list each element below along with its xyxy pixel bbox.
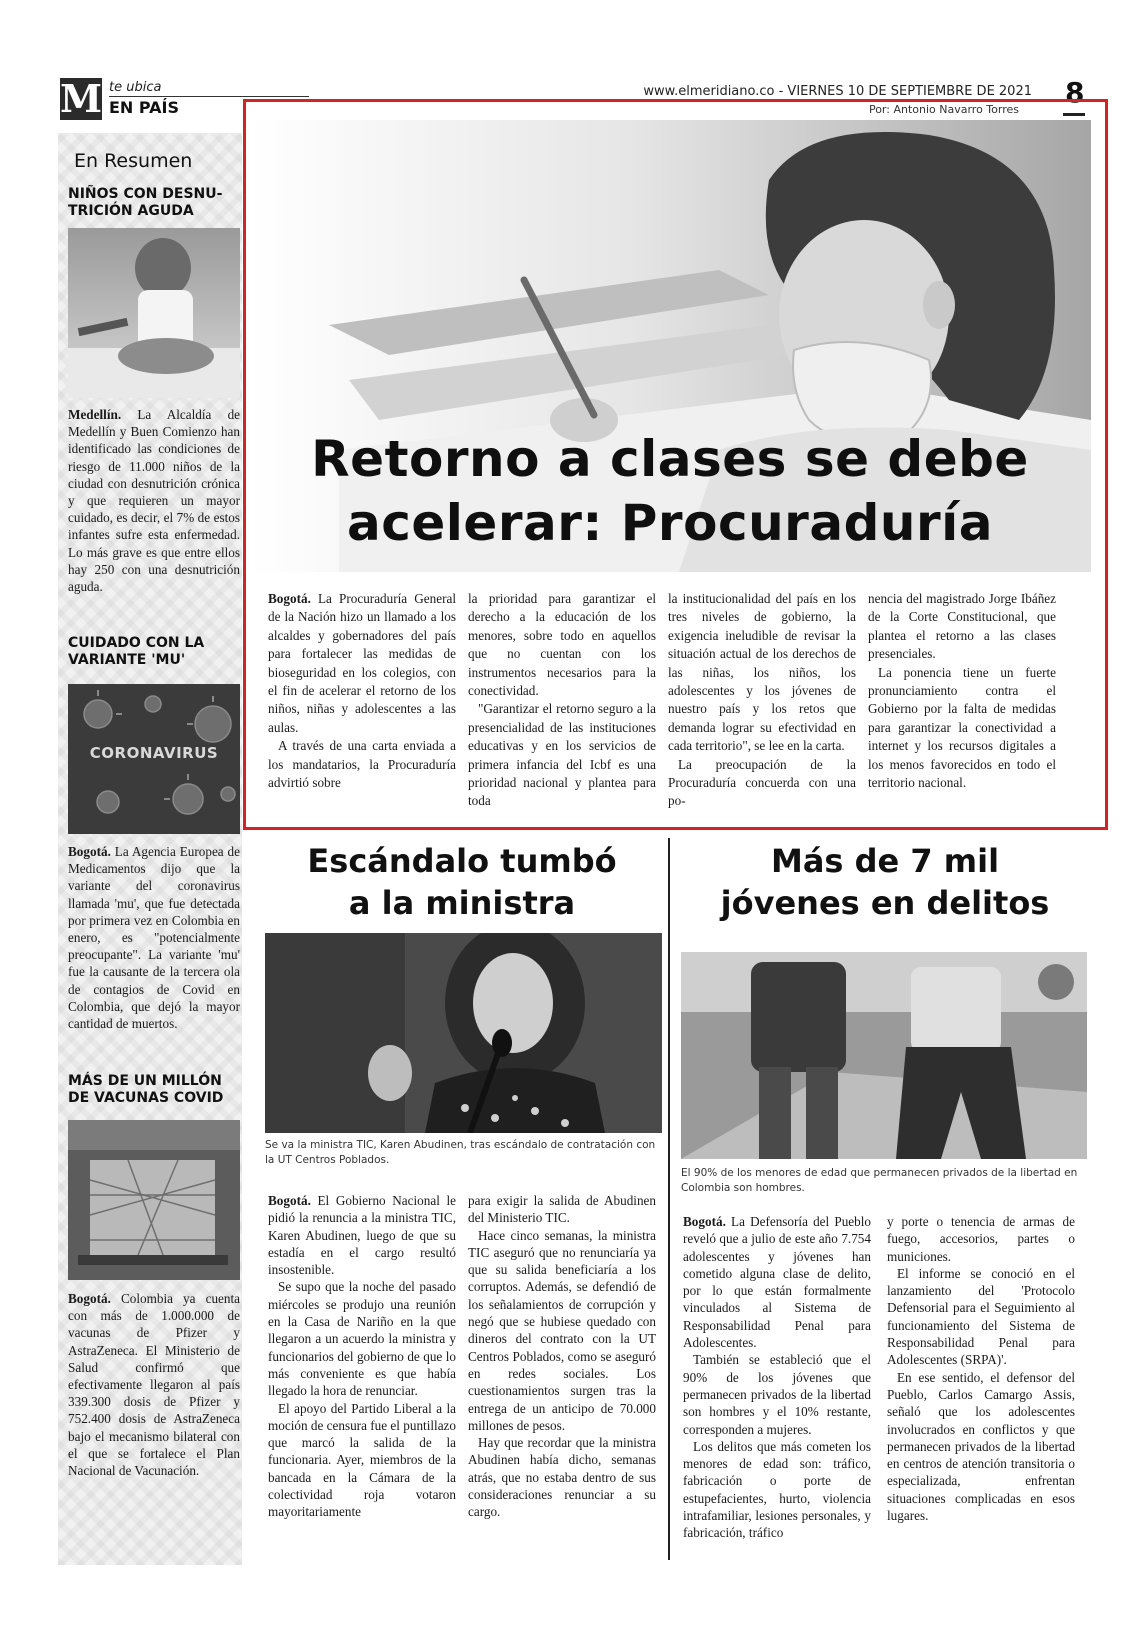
logo-kicker: te ubica bbox=[109, 80, 162, 95]
coronavirus-image-label: CORONAVIRUS bbox=[89, 744, 219, 762]
lead-paragraph: "Garantizar el retorno seguro a la presencialidad de las instituciones educativas y en los servicios de primera infancia del Icbf es una prioridad nacional y plantea para toda bbox=[468, 701, 656, 809]
story-paragraph: La Defensoría del Pueblo reveló que a julio de este año 7.754 adolescentes y jóvenes han cometido alguna clase de delito, por lo que están formalmente vinculados al Sistema de Responsabilidad Penal para Adolescentes. bbox=[683, 1214, 871, 1351]
sidebar-headline: NIÑOS CON DESNU-TRICIÓN AGUDA bbox=[68, 186, 223, 219]
story-headline-line: jóvenes en delitos bbox=[720, 884, 1050, 922]
story-paragraph: para exigir la salida de Abudinen del Ministerio TIC. bbox=[468, 1193, 656, 1226]
story-paragraph: Hace cinco semanas, la ministra TIC aseguró que no renunciaría ya que su salida beneficiaría a los corruptos. Además, se defendió de los señalamientos de corrupción y negó que se hubiese quedado con dineros del contrato con la UT Centros Poblados, como se aseguró en redes sociales. Los cuestionamientos surgen tras la entrega de un anticipo de 70.000 millones de pesos. bbox=[468, 1227, 656, 1433]
sidebar-body bbox=[68, 1290, 240, 1479]
sidebar-title: En Resumen bbox=[74, 150, 193, 172]
story-paragraph: y porte o tenencia de armas de fuego, accesorios, partes o municiones. bbox=[887, 1214, 1075, 1264]
masthead-rule bbox=[109, 96, 309, 97]
story-city: Bogotá. bbox=[268, 1193, 311, 1208]
sidebar-photo-vaccines bbox=[68, 1120, 240, 1280]
story-column bbox=[683, 1213, 871, 1542]
sidebar-text: La Agencia Europea de Medicamentos dijo que la variante del coronavirus llamada 'mu', que fue detectada por primera vez en Colombia en enero, es "potencialmente preocupante". La variante 'mu' fue la causante de la tercera ola de contagios de Covid en Colombia, que dejó la mayor cantidad de muertos. bbox=[68, 844, 241, 1032]
photo-caption: Se va la ministra TIC, Karen Abudinen, tras escándalo de contratación con la UT Centros Poblados. bbox=[265, 1139, 656, 1166]
lead-paragraph: La Procuraduría General de la Nación hizo un llamado a los alcaldes y gobernadores del país para fortalecer las medidas de bioseguridad en los colegios, con el fin de acelerar el retorno de los niños, niñas y adolescentes a las aulas. bbox=[268, 591, 457, 735]
sidebar-photo-coronavirus bbox=[68, 684, 240, 834]
story-headline-youth-crime bbox=[680, 840, 1090, 924]
lead-paragraph: La preocupación de la Procuraduría concuerda con una po- bbox=[668, 756, 856, 809]
story-paragraph: Los delitos que más cometen los menores de edad son: tráfico, fabricación o porte de estupefacientes, hurto, violencia intrafamiliar, lesiones personales, y fabricación, tráfico bbox=[683, 1438, 871, 1541]
photo-caption: El 90% de los menores de edad que permanecen privados de la libertad en Colombia son hombres. bbox=[681, 1167, 1078, 1194]
lead-city: Bogotá. bbox=[268, 591, 311, 606]
photo-minister-speaking bbox=[265, 933, 662, 1133]
sidebar-city: Bogotá. bbox=[68, 844, 111, 859]
sidebar-city: Medellín. bbox=[68, 407, 122, 422]
lead-column bbox=[268, 590, 456, 792]
sidebar-text: La Alcaldía de Medellín y Buen Comienzo han identificado las condiciones de riesgo de 11.000 niños de la ciudad con desnutrición crónica y que requieren un mayor cuidado, es decir, el 7% de estos infantes sufre esta enfermedad. Lo más grave es que entre ellos hay 250 con una desnutrición aguda. bbox=[68, 407, 241, 595]
newspaper-logo: M bbox=[60, 76, 103, 121]
story-headline-line: a la ministra bbox=[348, 884, 576, 922]
lead-column bbox=[868, 590, 1056, 792]
lead-paragraph: la institucionalidad del país en los tres niveles de gobierno, la exigencia ineludible de revisar la situación actual de los derechos de las niñas, los niños, los adolescentes y los jóvenes de nuestro país y los retos que demanda lograr su efectividad en cada territorio", se lee en la carta. bbox=[668, 591, 856, 754]
sidebar-body bbox=[68, 843, 240, 1032]
lead-byline: Por: Antonio Navarro Torres bbox=[868, 103, 1019, 116]
story-paragraph: En ese sentido, el defensor del Pueblo, Carlos Camargo Assis, señaló que los adolescentes involucrados en conflictos y que permanecen privados de la libertad en centros de atención transitoria o especializada, enfrentan situaciones complicadas en esos lugares. bbox=[887, 1369, 1075, 1524]
story-paragraph: El informe se conoció en el lanzamiento del 'Protocolo Defensorial para el Seguimiento al funcionamiento del Sistema de Responsabilidad Penal para Adolescentes (SRPA)'. bbox=[887, 1265, 1075, 1368]
story-paragraph: El apoyo del Partido Liberal a la moción de censura fue el puntillazo que marcó la salida de la funcionaria. Ayer, miembros de la bancada en la Cámara de la colectividad roja votaron mayoritariamente bbox=[268, 1400, 456, 1520]
lead-paragraph: nencia del magistrado Jorge Ibáñez de la Corte Constitucional, que plantea el retorno a las clases presenciales. bbox=[868, 591, 1056, 662]
story-headline-line: Escándalo tumbó bbox=[307, 842, 617, 880]
sidebar-text: Colombia ya cuenta con más de 1.000.000 de vacunas de Pfizer y AstraZeneca. El Ministerio de Salud confirmó que efectivamente llegaron al país 339.300 dosis de Pfizer y 752.400 dosis de AstraZeneca bajo el mecanismo bilateral con el que se fortalece el Plan Nacional de Vacunación. bbox=[68, 1291, 241, 1479]
lead-column bbox=[668, 590, 856, 811]
sidebar-body bbox=[68, 406, 240, 595]
dateline: www.elmeridiano.co - VIERNES 10 DE SEPTIEMBRE DE 2021 bbox=[643, 84, 1032, 99]
story-paragraph: Se supo que la noche del pasado miércoles se produjo una reunión en la Casa de Nariño en la que llegaron a un acuerdo la ministra y funcionarios del gobierno de que lo más conveniente es que había llegado la hora de renunciar. bbox=[268, 1279, 456, 1399]
sidebar-city: Bogotá. bbox=[68, 1291, 111, 1306]
lead-paragraph: La ponencia tiene un fuerte pronunciamiento contra el Gobierno por la falta de medidas para garantizar la conectividad a internet y los recursos digitales a los menos favorecidos en todo el territorio nacional. bbox=[868, 664, 1056, 791]
story-paragraph: Hay que recordar que la ministra Abudinen había dicho, semanas atrás, que no estaba dentro de sus consideraciones renunciar a su cargo. bbox=[468, 1435, 656, 1520]
lead-headline-line: Retorno a clases se debe bbox=[311, 430, 1029, 488]
page-number: 8 bbox=[1065, 76, 1085, 109]
story-headline-minister bbox=[262, 840, 662, 924]
story-paragraph: También se estableció que el 90% de los jóvenes que permanecen privados de la libertad son hombres y el 10% restante, corresponden a mujeres. bbox=[683, 1352, 871, 1437]
lead-paragraph: A través de una carta enviada a los mandatarios, la Procuraduría advirtió sobre bbox=[268, 738, 456, 791]
lead-headline-line: acelerar: Procuraduría bbox=[346, 494, 993, 552]
lead-headline bbox=[249, 427, 1091, 555]
sidebar-headline: CUIDADO CON LA VARIANTE 'MU' bbox=[68, 635, 205, 668]
lead-paragraph: la prioridad para garantizar el derecho a la educación de los menores, sobre todo en aquellos que no cuentan con los instrumentos necesarios para la conectividad. bbox=[468, 591, 656, 699]
lead-column bbox=[468, 590, 656, 811]
story-column bbox=[468, 1192, 656, 1521]
story-column bbox=[887, 1213, 1075, 1524]
section-label: EN PAÍS bbox=[109, 98, 180, 117]
column-divider bbox=[668, 838, 670, 1560]
sidebar-headline: MÁS DE UN MILLÓN DE VACUNAS COVID bbox=[68, 1073, 224, 1106]
story-city: Bogotá. bbox=[683, 1214, 726, 1229]
story-column bbox=[268, 1192, 456, 1521]
sidebar-photo-child bbox=[68, 228, 240, 398]
photo-youths-walking bbox=[681, 952, 1087, 1159]
story-paragraph: El Gobierno Nacional le pidió la renuncia a la ministra TIC, Karen Abudinen, luego de que su estadía en el cargo resultó insostenible. bbox=[268, 1193, 456, 1278]
story-headline-line: Más de 7 mil bbox=[770, 842, 1000, 880]
